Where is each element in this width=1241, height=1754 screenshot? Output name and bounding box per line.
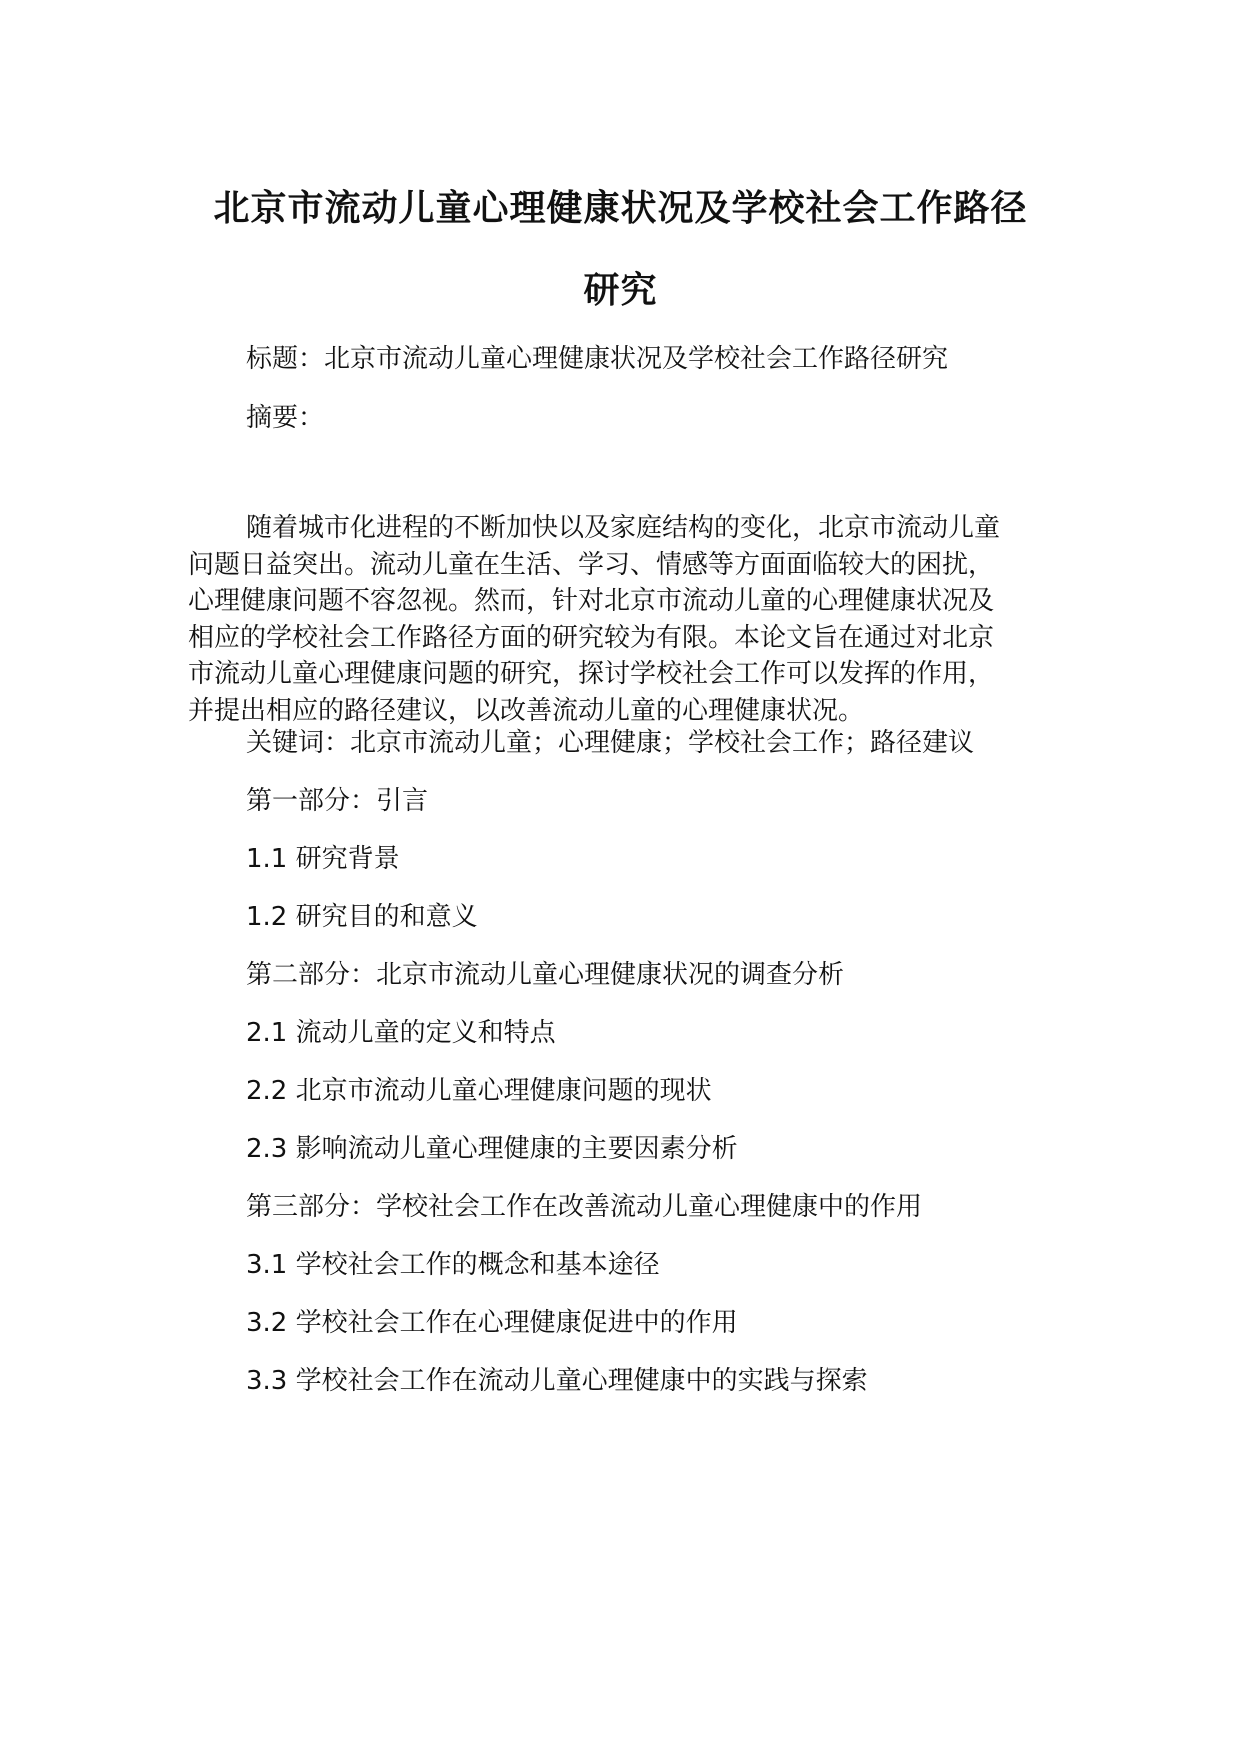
outline-part-heading: 第二部分：北京市流动儿童心理健康状况的调查分析 [246, 960, 845, 990]
abstract-line: 随着城市化进程的不断加快以及家庭结构的变化，北京市流动儿童 [246, 513, 1001, 543]
abstract-line: 并提出相应的路径建议，以改善流动儿童的心理健康状况。 [188, 695, 865, 726]
outline-section: 3.3 学校社会工作在流动儿童心理健康中的实践与探索 [246, 1366, 868, 1396]
abstract-paragraph [188, 510, 1038, 729]
outline-section: 2.1 流动儿童的定义和特点 [246, 1018, 556, 1048]
abstract-line: 问题日益突出。流动儿童在生活、学习、情感等方面面临较大的困扰， [188, 549, 995, 580]
outline-part-heading: 第一部分：引言 [246, 786, 429, 816]
outline-section: 2.2 北京市流动儿童心理健康问题的现状 [246, 1076, 712, 1106]
outline-section: 1.2 研究目的和意义 [246, 902, 478, 932]
abstract-line: 相应的学校社会工作路径方面的研究较为有限。本论文旨在通过对北京 [188, 622, 995, 653]
outline-section: 3.1 学校社会工作的概念和基本途径 [246, 1250, 660, 1280]
title-label: 标题：北京市流动儿童心理健康状况及学校社会工作路径研究 [246, 344, 949, 374]
abstract-line: 心理健康问题不容忽视。然而，针对北京市流动儿童的心理健康状况及 [188, 586, 995, 616]
outline-section: 1.1 研究背景 [246, 844, 400, 874]
outline-part-heading: 第三部分：学校社会工作在改善流动儿童心理健康中的作用 [246, 1192, 923, 1222]
outline-section: 2.3 影响流动儿童心理健康的主要因素分析 [246, 1134, 738, 1164]
abstract-line: 市流动儿童心理健康问题的研究，探讨学校社会工作可以发挥的作用， [188, 659, 995, 689]
keywords-line: 关键词：北京市流动儿童；心理健康；学校社会工作；路径建议 [246, 728, 975, 758]
outline-section: 3.2 学校社会工作在心理健康促进中的作用 [246, 1308, 738, 1338]
document-title-line-2: 研究 [583, 270, 658, 311]
document-title-line-1: 北京市流动儿童心理健康状况及学校社会工作路径 [213, 188, 1028, 229]
abstract-label: 摘要： [246, 403, 325, 433]
